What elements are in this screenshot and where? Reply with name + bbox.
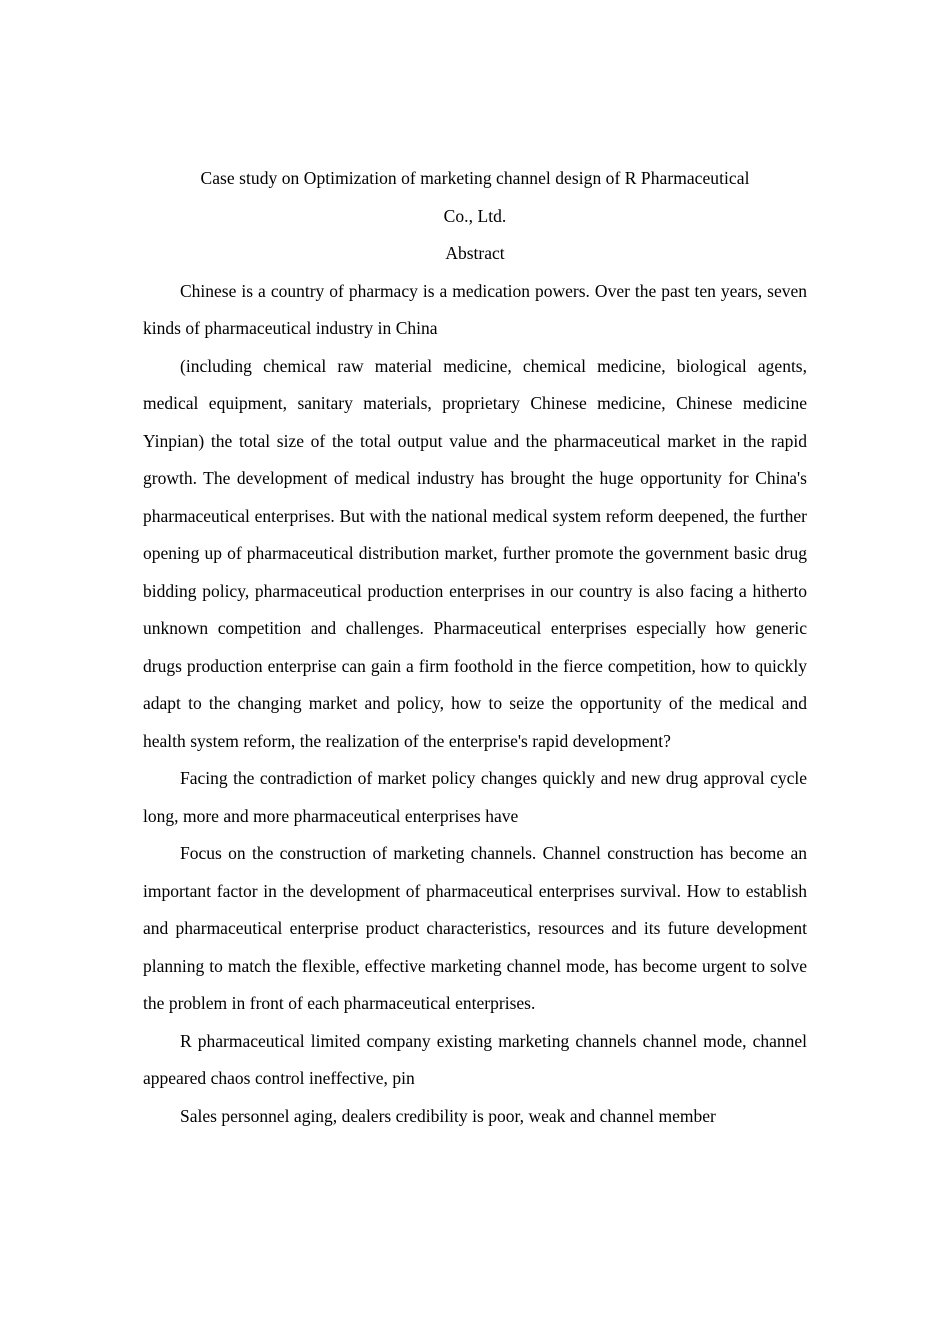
body-paragraph: (including chemical raw material medicine, chemical medicine, biological agents, medical equipment, sanitary materials, proprietary Chinese medicine, Chinese medicine Yinpian) the total size of the total output value and the pharmaceutical market in the rapid growth. The development of medical industry has brought the huge opportunity for China's pharmaceutical enterprises. But with the national medical system reform deepened, the further opening up of pharmaceutical distribution market, further promote the government basic drug bidding policy, pharmaceutical production enterprises in our country is also facing a hitherto unknown competition and challenges. Pharmaceutical enterprises especially how generic drugs production enterprise can gain a firm foothold in the fierce competition, how to quickly adapt to the changing market and policy, how to seize the opportunity of the medical and health system reform, the realization of the enterprise's rapid development?	[143, 355, 807, 751]
page-title-line-1: Case study on Optimization of marketing channel design of R Pharmaceutical	[200, 168, 750, 188]
section-heading-abstract: Abstract	[445, 243, 505, 263]
body-paragraph: Focus on the construction of marketing channels. Channel construction has become an important factor in the development of pharmaceutical enterprises survival. How to establish and pharmaceutical enterprise product characteristics, resources and its future development planning to match the flexible, effective marketing channel mode, has become urgent to solve the problem in front of each pharmaceutical enterprises.	[143, 843, 807, 1013]
body-paragraph: R pharmaceutical limited company existing marketing channels channel mode, channel appeared chaos control ineffective, pin	[143, 1030, 807, 1088]
body-paragraph: Facing the contradiction of market policy changes quickly and new drug approval cycle long, more and more pharmaceutical enterprises have	[143, 768, 807, 826]
page-title-line-2: Co., Ltd.	[443, 205, 507, 226]
title-block	[143, 0, 807, 235]
page-content	[143, 0, 807, 1135]
body-paragraph: Chinese is a country of pharmacy is a medication powers. Over the past ten years, seven kinds of pharmaceutical industry in China	[143, 280, 807, 338]
body-paragraph: Sales personnel aging, dealers credibility is poor, weak and channel member	[180, 1105, 716, 1126]
